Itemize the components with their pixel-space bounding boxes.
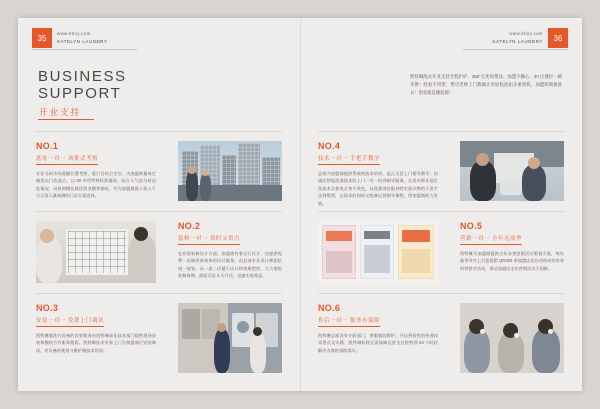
item-6-text: [318, 303, 438, 354]
divider-left-top: [36, 131, 282, 132]
header-rule-left: [32, 49, 137, 50]
item-5-body: 凯特琳为加盟商提供全年各类营销活动策划方案，每年新季节共上百套促销 QR400 余加盟店店启动的成功有效的营销节活动，保证加盟店全年营销活动不间断。: [460, 250, 564, 271]
item-4-number: NO.4: [318, 141, 341, 151]
page-number-left: 35: [32, 28, 52, 48]
brand-url-left: www.ktlxy.com: [57, 31, 91, 36]
header-left: [32, 28, 112, 48]
item-3-photo: [178, 303, 282, 373]
item-5-text: [460, 221, 564, 272]
item-1-body: 专业分析市场商圈位置考察，进行目标点定位。为加盟商量身定制洗衣门店选点，以 80 多项考察标准辅助，结合人气流分析店址情况，具体到侧位最佳营业额等指标，开为加盟商最小投入千百合条人量预测的门店方案选择。: [36, 170, 156, 199]
item-6-title: 售后一对一 服务有保障: [318, 316, 438, 327]
page-number-right: 36: [548, 28, 568, 48]
item-5-photo: [318, 221, 438, 283]
item-3-body: 凯特琳服洗衣设备的安装服务由凯特琳深化技术部门提供现场安装和整机合作服务跟踪。凯特琳技术专家上门为加盟商行安装调试，对设备的使用与维护做技术培训。: [36, 332, 156, 353]
page-title-line2: SUPPORT: [38, 85, 122, 102]
item-4-photo: [460, 141, 564, 201]
item-6-number: NO.6: [318, 303, 341, 313]
page-subtitle: 开业支持: [39, 107, 82, 117]
item-1-title: 选址一对一 场批式考察: [36, 154, 156, 165]
brochure-spread: [18, 18, 582, 391]
brand-name-left: KATELYN LAUNDRY: [57, 39, 108, 44]
item-4-title: 技术一对一 手把手教学: [318, 154, 438, 165]
subtitle-underline: [38, 119, 94, 120]
item-5-title: 营销一对一 全年无淡季: [460, 234, 564, 245]
page-title-line1: BUSINESS: [38, 68, 127, 85]
item-3-title: 安装一对一 免费上门调试: [36, 316, 156, 327]
item-6-photo: [460, 303, 564, 373]
item-4-body: 总部为加盟商提供系统的技术培训，是正无偿上门指导教学，由通店智能洗涤技术的上门一对一培训指导服务。让洗衣师业面生洗技术全套免合身手改色，从洗涤剂自配到特定面衣物的干洗手法到熨烫，在技术的同时又配备运营指导课程，给加盟商助力发展。: [318, 170, 438, 206]
item-3-number: NO.3: [36, 303, 59, 313]
item-2-title: 装修一对一 省时又省力: [178, 234, 282, 245]
brand-name-right: KATELYN LAUNDRY: [492, 39, 543, 44]
divider-right-top: [318, 131, 564, 132]
divider-right-mid: [318, 211, 564, 212]
item-2-body: 在店面装修设计方面，加盟商有着自行设计，也提供免费一店铺形象效果的设计服务，由总部专业设计师团队统一规划，从一流二层楼干店计和效果把控，大大缩短装修周期，最短可达 3 天开店，迅速实现效益。: [178, 250, 282, 279]
item-5-number: NO.5: [460, 221, 483, 231]
item-2-text: [178, 221, 282, 280]
brand-left: [52, 28, 112, 46]
item-4-text: [318, 141, 438, 207]
divider-left-bot: [36, 293, 282, 294]
page-spine: [300, 18, 301, 391]
divider-right-bot: [318, 293, 564, 294]
brand-url-right: www.ktlxy.com: [509, 31, 543, 36]
brand-right: [488, 28, 548, 46]
item-1-text: [36, 141, 156, 200]
intro-paragraph: 凯特琳洗衣开业支持全程护护，360°无死角帮扶。加盟不操心，30 位捷位一路齐携！经验不用带，帮店老师上门教做让你轻松洗拓多重商机。加盟即刻换洗衣！创业就是赚起源！: [410, 74, 562, 96]
header-rule-right: [463, 49, 568, 50]
item-2-photo: [36, 221, 156, 283]
divider-left-mid: [36, 211, 282, 212]
item-2-number: NO.2: [178, 221, 201, 231]
item-3-text: [36, 303, 156, 354]
item-6-body: 凯特琳总部设有专职部门，将服服装维护，开店到投售的传递技术要点及实践，凯特琳始终无责保障运营全过程特别 24 小时轻解决为客的货助落实。: [318, 332, 438, 353]
page-title: [38, 68, 127, 102]
item-1-photo: [178, 141, 282, 201]
item-1-number: NO.1: [36, 141, 59, 151]
header-right: [488, 28, 568, 48]
